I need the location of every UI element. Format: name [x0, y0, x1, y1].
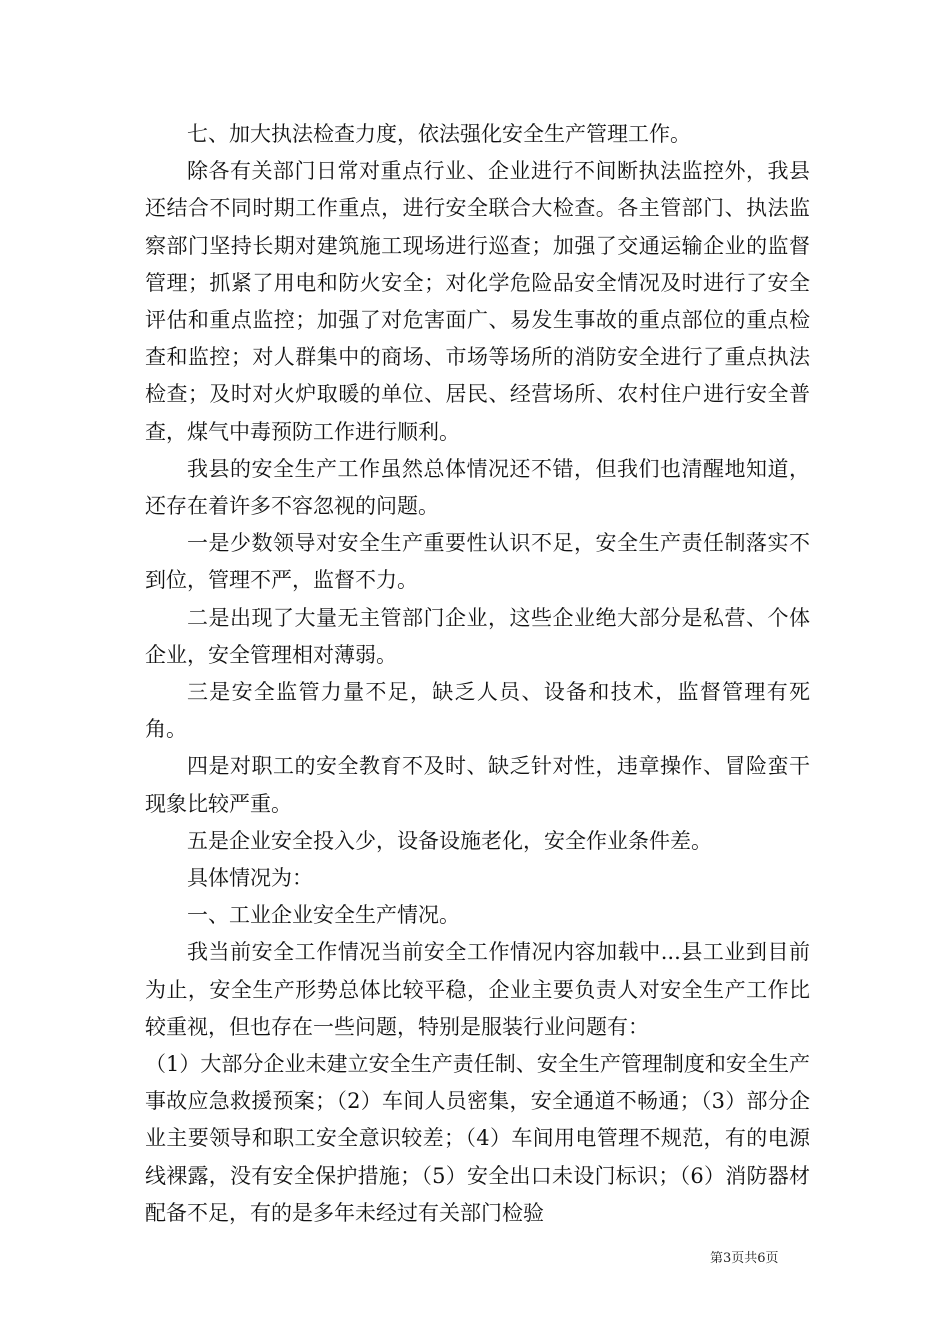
paragraph-problems-intro: 我县的安全生产工作虽然总体情况还不错，但我们也清醒地知道，还存在着许多不容忽视的问题。	[145, 456, 810, 519]
paragraph-industrial-issues-list: （1）大部分企业未建立安全生产责任制、安全生产管理制度和安全生产事故应急救援预案；（2）车间人员密集，安全通道不畅通；（3）部分企业主要领导和职工安全意识较差；（4）车间用电管理不规范，有的电源线裸露，没有安全保护措施；（5）安全出口未设门标识；（6）消防器材配备不足，有的是多年未经过有关部门检验	[145, 1052, 810, 1225]
paragraph-problem-two: 二是出现了大量无主管部门企业，这些企业绝大部分是私营、个体企业，安全管理相对薄弱。	[145, 605, 810, 667]
paragraph-problem-five: 五是企业安全投入少，设备设施老化，安全作业条件差。	[187, 828, 712, 853]
document-body	[145, 116, 810, 1232]
paragraph-industrial-summary: 我当前安全工作情况当前安全工作情况内容加载中...县工业到目前为止，安全生产形势总体比较平稳，企业主要负责人对安全生产工作比较重视，但也存在一些问题，特别是服装行业问题有：	[145, 940, 810, 1039]
paragraph-details-label: 具体情况为：	[187, 866, 313, 891]
paragraph-section-seven-heading: 七、加大执法检查力度，依法强化安全生产管理工作。	[187, 122, 691, 146]
paragraph-enforcement-inspections: 除各有关部门日常对重点行业、企业进行不间断执法监控外，我县还结合不同时期工作重点，进行安全联合大检查。各主管部门、执法监察部门坚持长期对建筑施工现场进行巡查；加强了交通运输企业的监督管理；抓紧了用电和防火安全；对化学危险品安全情况及时进行了安全评估和重点监控；加强了对危害面广、易发生事故的重点部位的重点检查和监控；对人群集中的商场、市场等场所的消防安全进行了重点执法检查；及时对火炉取暖的单位、居民、经营场所、农村住户进行安全普查，煤气中毒预防工作进行顺利。	[145, 159, 810, 444]
paragraph-problem-one: 一是少数领导对安全生产重要性认识不足，安全生产责任制落实不到位，管理不严，监督不力。	[145, 531, 810, 593]
paragraph-industrial-heading: 一、工业企业安全生产情况。	[187, 903, 460, 928]
paragraph-problem-three: 三是安全监管力量不足，缺乏人员、设备和技术，监督管理有死角。	[145, 680, 810, 742]
paragraph-problem-four: 四是对职工的安全教育不及时、缺乏针对性，违章操作、冒险蛮干现象比较严重。	[145, 754, 810, 816]
page-number-footer: 第3页共6页	[710, 1251, 779, 1266]
